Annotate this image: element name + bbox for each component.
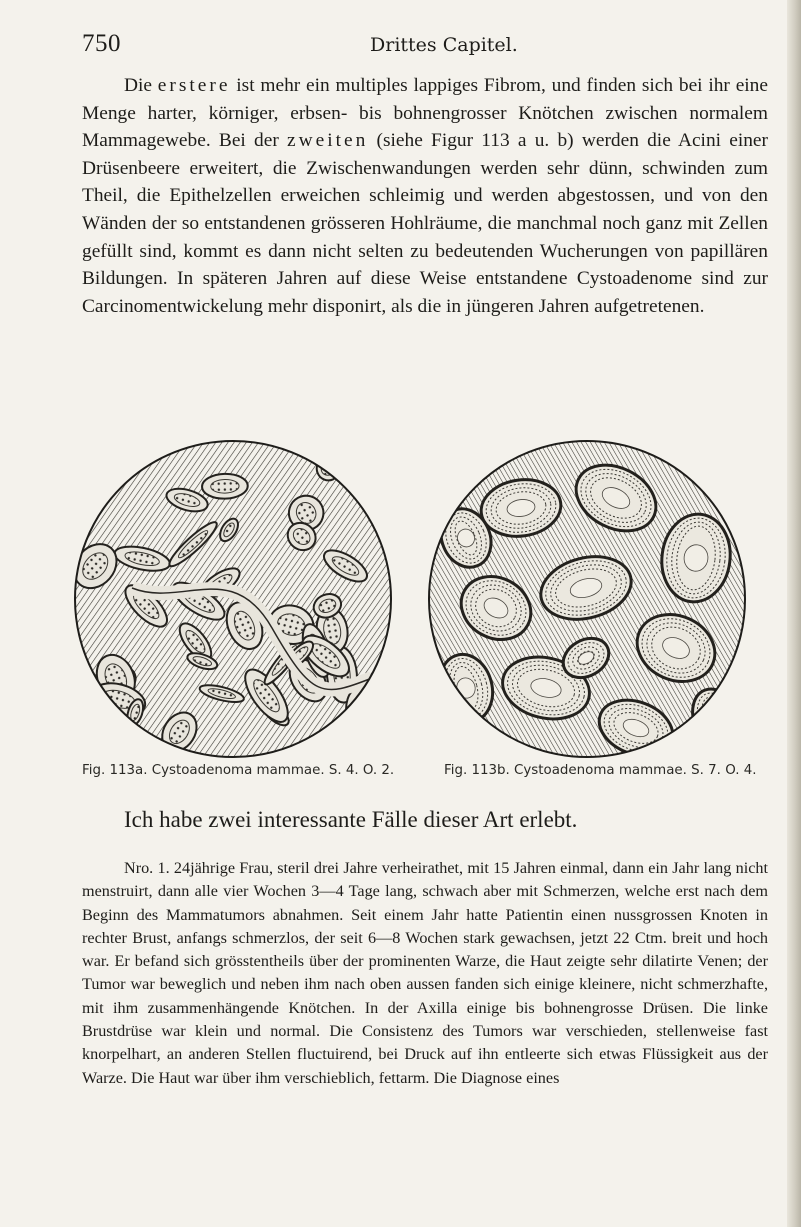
page-edge-shadow <box>787 0 801 1227</box>
figure-113b-caption: Fig. 113b. Cystoadenoma mammae. S. 7. O. 4. <box>444 763 757 778</box>
figure-113a-caption: Fig. 113a. Cystoadenoma mammae. S. 4. O. 2. <box>82 763 395 778</box>
intro-text-after: (siehe Figur 113 a u. b) werden die Acini einer Drüsenbeere erweitert, die Zwischenwandungen werden sehr dünn, schwinden zum Theil, die Epithelzellen erweichen schleimig und werden abgestossen, und von den Wänden der so entstandenen grösseren Hohlräume, die manchmal noch ganz mit Zellen gefüllt sind, kommt es dann nicht selten zu bedeutenden Wucherungen von papillären Bildungen. In späteren Jahren auf diese Weise entstandene Cystoadenome sind zur Carcinomentwickelung mehr disponirt, als die in jüngeren Jahren aufgetretenen. <box>82 130 768 317</box>
section-heading: Ich habe zwei interessante Fälle dieser Art erlebt. <box>124 807 578 832</box>
figure-113a-drawing <box>72 438 394 760</box>
case-report-paragraph: Nro. 1. 24jährige Frau, steril drei Jahre verheirathet, mit 15 Jahren einmal, dann ein Jahr lang nicht menstruirt, dann alle vier Wochen 3—4 Tage lang, schwach aber mit Schmerzen, welche erst nach dem Beginn des Mammatumors abnahmen. Seit einem Jahr hatte Patientin einen nussgrossen Knoten in rechter Brust, anfangs schmerzlos, der seit 6—8 Wochen stark gewachsen, jetzt 22 Ctm. breit und hoch war. Er befand sich grösstentheils über der prominenten Warze, die Haut zeigte sehr dilatirte Venen; der Tumor war beweglich und neben ihm nach oben aussen fanden sich einige kleinere, nicht schmerzhafte, mit ihm zusammenhängende Knötchen. In der Axilla einige bis bohnengrosse Drüsen. Die linke Brustdrüse war klein und normal. Die Consistenz des Tumors war verschieden, stellenweise fast knorpelhart, an anderen Stellen fluctuirend, bei Druck auf ihn entleerte sich etwas Flüssigkeit aus der Warze. Die Haut war über ihm verschieblich, fettarm. Die Diagnose eines <box>82 859 768 1087</box>
intro-emphasis-erstere: erstere <box>157 75 231 96</box>
intro-emphasis-zweiten: zweiten <box>287 130 369 152</box>
figure-113b-drawing <box>426 438 748 760</box>
running-head: Drittes Capitel. <box>370 34 518 56</box>
page-number: 750 <box>82 30 121 57</box>
intro-text-before: Die <box>124 75 158 96</box>
figure-113a-micrograph <box>72 438 394 760</box>
intro-text-middle: ist mehr ein multiples lappiges Fibrom, und finden sich bei ihr eine Menge harter, körniger, erbsen- bis bohnengrosser Knötchen zwischen normalem Mammagewebe. Bei der <box>82 75 768 152</box>
intro-paragraph <box>82 72 768 320</box>
page-header <box>82 30 722 60</box>
figure-113b-micrograph <box>426 438 748 760</box>
